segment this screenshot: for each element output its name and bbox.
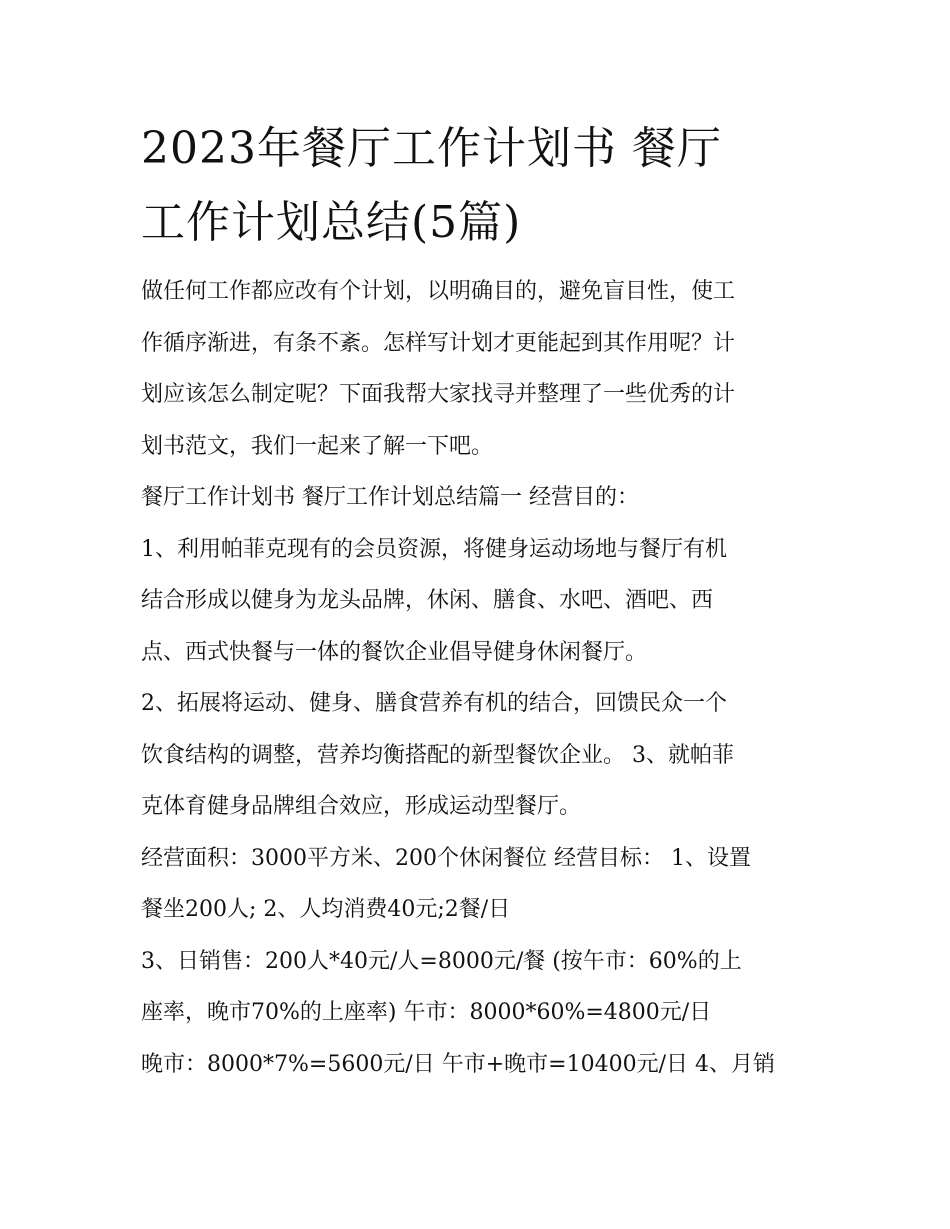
paragraph-item-1 bbox=[141, 524, 821, 679]
paragraph-line: 饮食结构的调整，营养均衡搭配的新型餐饮企业。 3、就帕菲 bbox=[141, 742, 734, 768]
paragraph-line: 做任何工作都应改有个计划，以明确目的，避免盲目性，使工 bbox=[141, 279, 736, 304]
paragraph-line: 2、拓展将运动、健身、膳食营养有机的结合，回馈民众一个 bbox=[141, 691, 727, 716]
paragraph-line: 餐坐200人; 2、人均消费40元;2餐/日 bbox=[141, 897, 511, 922]
paragraph-section-heading bbox=[141, 472, 821, 524]
paragraph-line: 3、日销售：200人*40元/人=8000元/餐 (按午市：60%的上 bbox=[141, 948, 742, 974]
paragraph-line: 克体育健身品牌组合效应，形成运动型餐厅。 bbox=[141, 794, 582, 819]
paragraph-intro bbox=[141, 266, 821, 472]
paragraph-line: 1、利用帕菲克现有的会员资源，将健身运动场地与餐厅有机 bbox=[141, 536, 727, 562]
paragraph-item-2 bbox=[141, 678, 821, 833]
paragraph-daily-sales bbox=[141, 936, 821, 1039]
paragraph-line: 点、西式快餐与一体的餐饮企业倡导健身休闲餐厅。 bbox=[141, 639, 648, 665]
paragraph-line: 结合形成以健身为龙头品牌，休闲、膳食、水吧、酒吧、西 bbox=[141, 588, 714, 613]
paragraph-line: 晚市：8000*7%=5600元/日 午市+晚市=10400元/日 4、月销 bbox=[141, 1051, 775, 1077]
paragraph-line: 座率，晚市70%的上座率) 午市：8000*60%=4800元/日 bbox=[141, 1000, 712, 1025]
paragraph-line: 餐厅工作计划书 餐厅工作计划总结篇一 经营目的： bbox=[141, 485, 639, 510]
paragraph-line: 作循序渐进，有条不紊。怎样写计划才更能起到其作用呢？计 bbox=[141, 330, 736, 356]
paragraph-area-target bbox=[141, 833, 821, 936]
title-line-2: 工作计划总结(5篇) bbox=[141, 197, 522, 248]
document-page bbox=[141, 112, 821, 1090]
title-line-1: 2023年餐厅工作计划书 餐厅 bbox=[141, 123, 722, 174]
paragraph-line: 划书范文，我们一起来了解一下吧。 bbox=[141, 433, 494, 459]
paragraph-line: 划应该怎么制定呢？下面我帮大家找寻并整理了一些优秀的计 bbox=[141, 382, 736, 407]
document-title bbox=[141, 112, 821, 260]
paragraph-evening-sales bbox=[141, 1039, 821, 1091]
paragraph-line: 经营面积：3000平方米、200个休闲餐位 经营目标： 1、设置 bbox=[141, 845, 751, 871]
document-body bbox=[141, 266, 821, 1090]
